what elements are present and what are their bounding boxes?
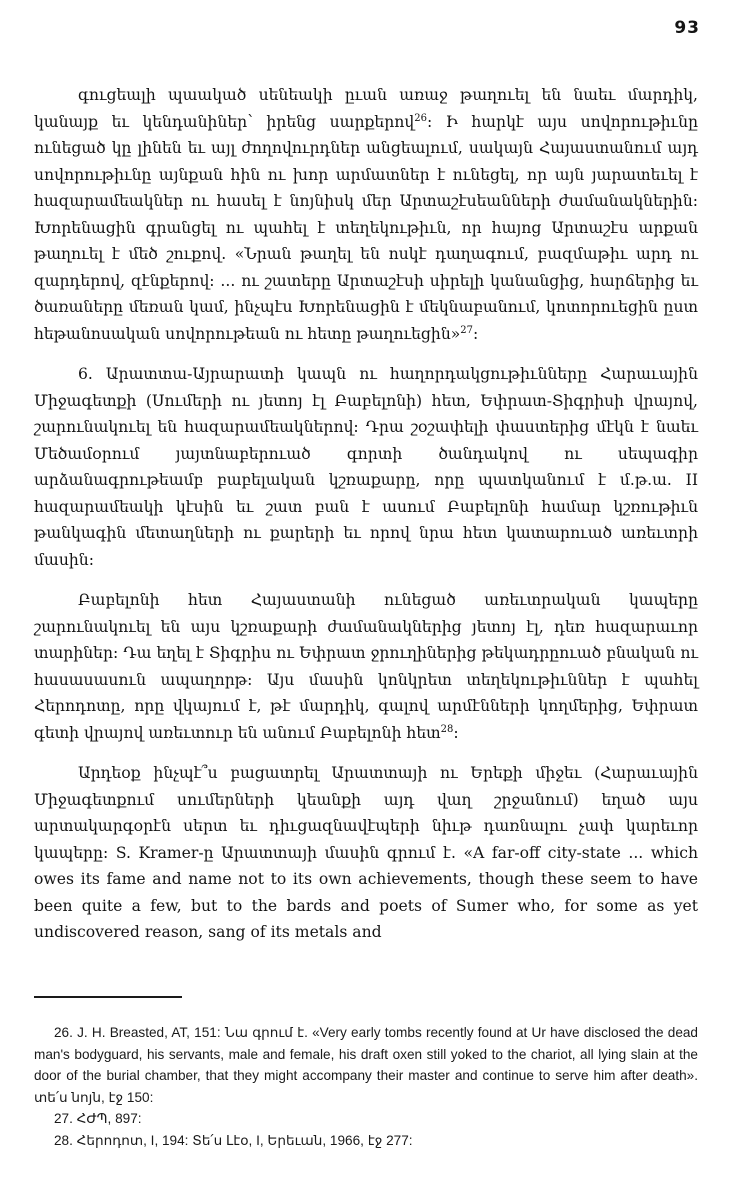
- paragraph-4: [34, 760, 698, 946]
- paragraph-1: [34, 82, 698, 347]
- paragraph-1-text: գուցեալի պաակած սենեակի ըւան առաջ թաղուել են նաեւ մարդիկ, կանայք եւ կենդանիներ՝ իրենց սարքերով: [34, 86, 698, 131]
- footnote-divider: [34, 996, 182, 998]
- paragraph-3-text: Բաբելոնի հետ Հայաստանի ունեցած առեւտրական կապերը շարունակուել են այս կշռաքարի ժամանակներից յետոյ էլ, դեռ հազարաւոր տարիներ: Դա եղել է Տիգրիս ու Եփրատ ջրուղիներից թեկադրըուած բնական ու հասասասուն ապաղորթ: Այս մասին կոնկրետ տեղեկութիւններ է պահել Հերոդոտը, որը վկայում է, թէ մարդիկ, գալով արմէնների կողմերից, Եփրատ գետի վրայով առեւտուր են անում Բաբելոնի հետ: [34, 591, 698, 742]
- paragraph-1-text-end: ։: [473, 324, 479, 343]
- paragraph-4-text: Արդեօք ինչպէ՞ս բացատրել Արատտայի ու Երեքի միջեւ (Հարաւային Միջագետքում սումերների կեանքի այդ վաղ շրջանում) եղած այս արտակարգօրէն սերտ եւ դիւցազնավէպերի նիւթ դառնալու չափ կարեւոր կապերը: S. Kramer-ը Արատտայի մասին գրում է. «A far-off city-state ... which owes its fame and name not to its own achievements, though these seem to have been quite a few, but to the bards and poets of Sumer who, for some as yet undiscovered reason, sang of its metals and: [34, 764, 698, 941]
- footnote-ref-26: 26: [414, 112, 427, 124]
- paragraph-3: [34, 587, 698, 746]
- paragraph-2: [34, 361, 698, 573]
- paragraph-2-text: 6. Արատտա-Այրարատի կապն ու հաղորդակցութիւնները Հարաւային Միջագետքի (Սումերի ու յետոյ էլ Բաբելոնի) հետ, Եփրատ-Տիգրիսի վրայով, շարունակուել են հազարամեակներով: Դրա շօշափելի փաստերից մէկն է նաեւ Մեծամօրում յայտնաբերուած գորտի ծանդակով ու սեպագիր արձանագրութեամբ բաբելական կշռաքարը, որը պատկանում է մ.թ.ա. II հազարամեակի կէսին եւ շատ բան է ասում Բաբելոնի համար կշռութիւն թանկագին մետաղների ու քարերի եւ որով նրա հետ կատարուած առեւտրի մասին:: [34, 365, 698, 569]
- footnote-ref-27: 27: [460, 324, 474, 336]
- paragraph-3-text-cont: :: [453, 723, 459, 742]
- footnote-ref-28: 28: [440, 723, 454, 735]
- footnote-27: 27. ՀԺՊ, 897:: [54, 1111, 142, 1126]
- paragraph-1-text-cont: : Ի հարկէ այս սովորութիւնը ունեցած կը լինեն եւ այլ ժողովուրդներ անցեալում, սակայն Հայաստանում այդ սովորութիւնը այնքան հին ու խոր արմատներ է ունեցել, որ այն յարատեւել է հազարամեակներ ու հասել է նոյնիսկ մեր Արտաշէսեանների ժամանակներին: Խորենացին գրանցել ու պահել է տեղեկութիւն, որ հայոց Արտաշէս արքան թաղուել է մեծ շուքով. «Նրան թաղել են ոսկէ դաղագում, բազմաթիւ արդ ու զարդերով, զէնքերով: ... ու շատերը Արտաշէսի սիրելի կանանցից, հարճերից եւ ծառաները մեռան կամ, ինչպէս Խորենացին է մեկնաբանում, կոտորուեցին ըստ հեթանոսական սովորութեան ու հետը թաղուեցին»: [34, 112, 699, 343]
- main-text: [34, 82, 698, 960]
- page-number: 93: [674, 18, 700, 38]
- footnote-28: 28. Հերոդոտ, I, 194: Տե՛ս Լէօ, I, Երեւան, 1966, էջ 277:: [54, 1132, 413, 1148]
- footnote-26: 26. J. H. Breasted, AT, 151: Նա գրում է. «Very early tombs recently found at Ur have disclosed the dead man's bodyguard, his servants, male and female, his draft oxen still yoked to the chariot, all lying slain at the door of the burial chamber, that they might accompany their master and continue to serve him after death». տե՛ս նոյն, էջ 150:: [34, 1025, 698, 1105]
- footnotes: [34, 1022, 698, 1151]
